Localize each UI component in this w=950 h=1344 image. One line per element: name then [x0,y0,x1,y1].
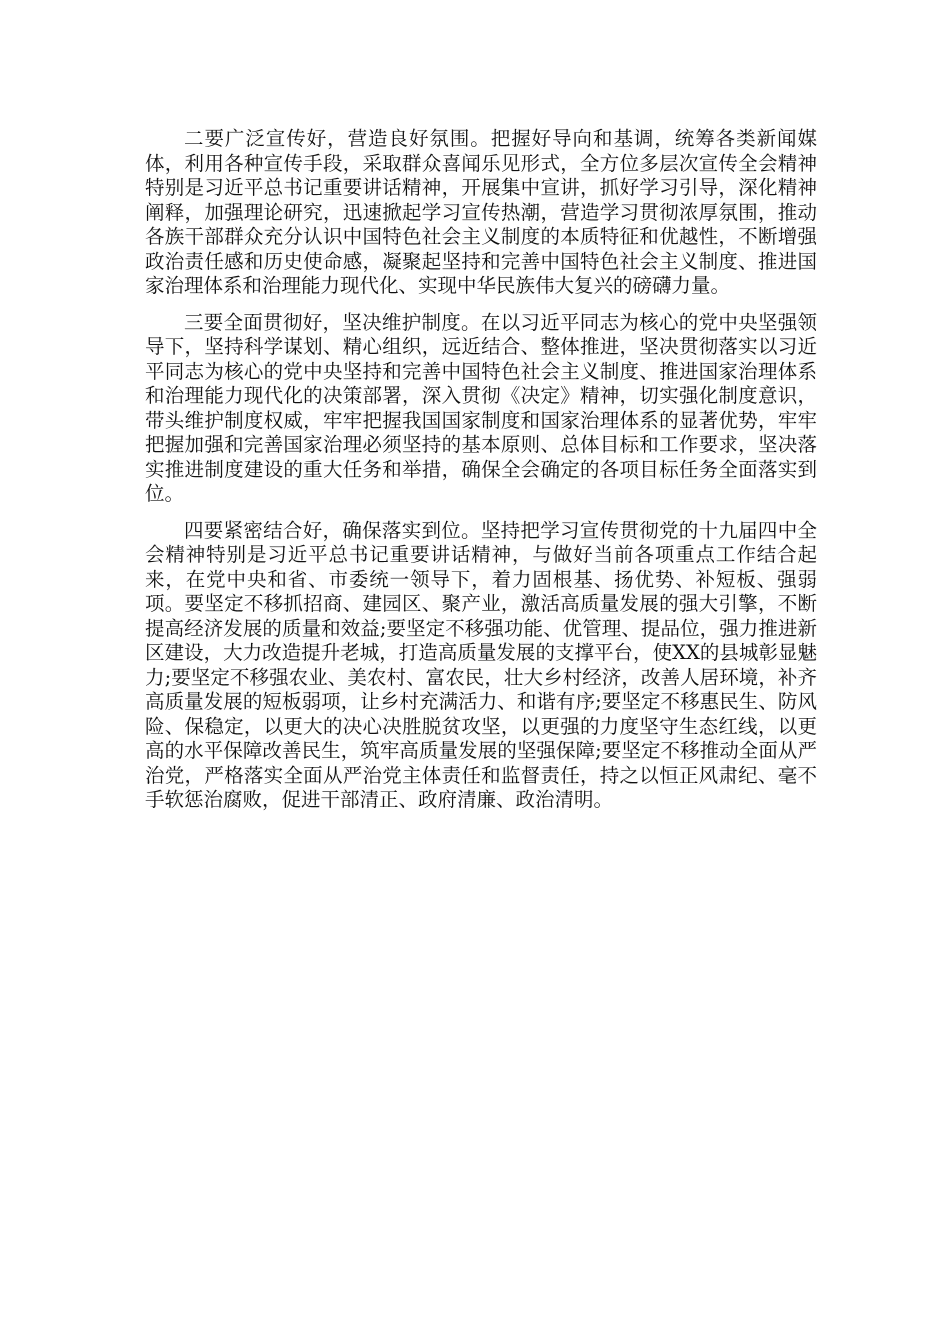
paragraph-2: 二要广泛宣传好，营造良好氛围。把握好导向和基调，统筹各类新闻媒体，利用各种宣传手段，采取群众喜闻乐见形式，全方位多层次宣传全会精神特别是习近平总书记重要讲话精神，开展集中宣讲，抓好学习引导，深化精神阐释，加强理论研究，迅速掀起学习宣传热潮，营造学习贯彻浓厚氛围，推动各族干部群众充分认识中国特色社会主义制度的本质特征和优越性，不断增强政治责任感和历史使命感，凝聚起坚持和完善中国特色社会主义制度、推进国家治理体系和治理能力现代化、实现中华民族伟大复兴的磅礴力量。 [145,127,817,297]
paragraph-3: 三要全面贯彻好，坚决维护制度。在以习近平同志为核心的党中央坚强领导下，坚持科学谋划、精心组织，远近结合、整体推进，坚决贯彻落实以习近平同志为核心的党中央坚持和完善中国特色社会主义制度、推进国家治理体系和治理能力现代化的决策部署，深入贯彻《决定》精神，切实强化制度意识，带头维护制度权威，牢牢把握我国国家制度和国家治理体系的显著优势，牢牢把握加强和完善国家治理必须坚持的基本原则、总体目标和工作要求，坚决落实推进制度建设的重大任务和举措，确保全会确定的各项目标任务全面落实到位。 [145,310,817,505]
paragraph-4: 四要紧密结合好，确保落实到位。坚持把学习宣传贯彻党的十九届四中全会精神特别是习近平总书记重要讲话精神，与做好当前各项重点工作结合起来，在党中央和省、市委统一领导下，着力固根基、扬优势、补短板、强弱项。要坚定不移抓招商、建园区、聚产业，激活高质量发展的强大引擎，不断提高经济发展的质量和效益;要坚定不移强功能、优管理、提品位，强力推进新区建设，大力改造提升老城，打造高质量发展的支撑平台，使XX的县城彰显魅力;要坚定不移强农业、美农村、富农民，壮大乡村经济，改善人居环境，补齐高质量发展的短板弱项，让乡村充满活力、和谐有序;要坚定不移惠民生、防风险、保稳定，以更大的决心决胜脱贫攻坚，以更强的力度坚守生态红线，以更高的水平保障改善民生，筑牢高质量发展的坚强保障;要坚定不移推动全面从严治党，严格落实全面从严治党主体责任和监督责任，持之以恒正风肃纪、毫不手软惩治腐败，促进干部清正、政府清廉、政治清明。 [145,518,817,811]
document-body [145,127,817,825]
